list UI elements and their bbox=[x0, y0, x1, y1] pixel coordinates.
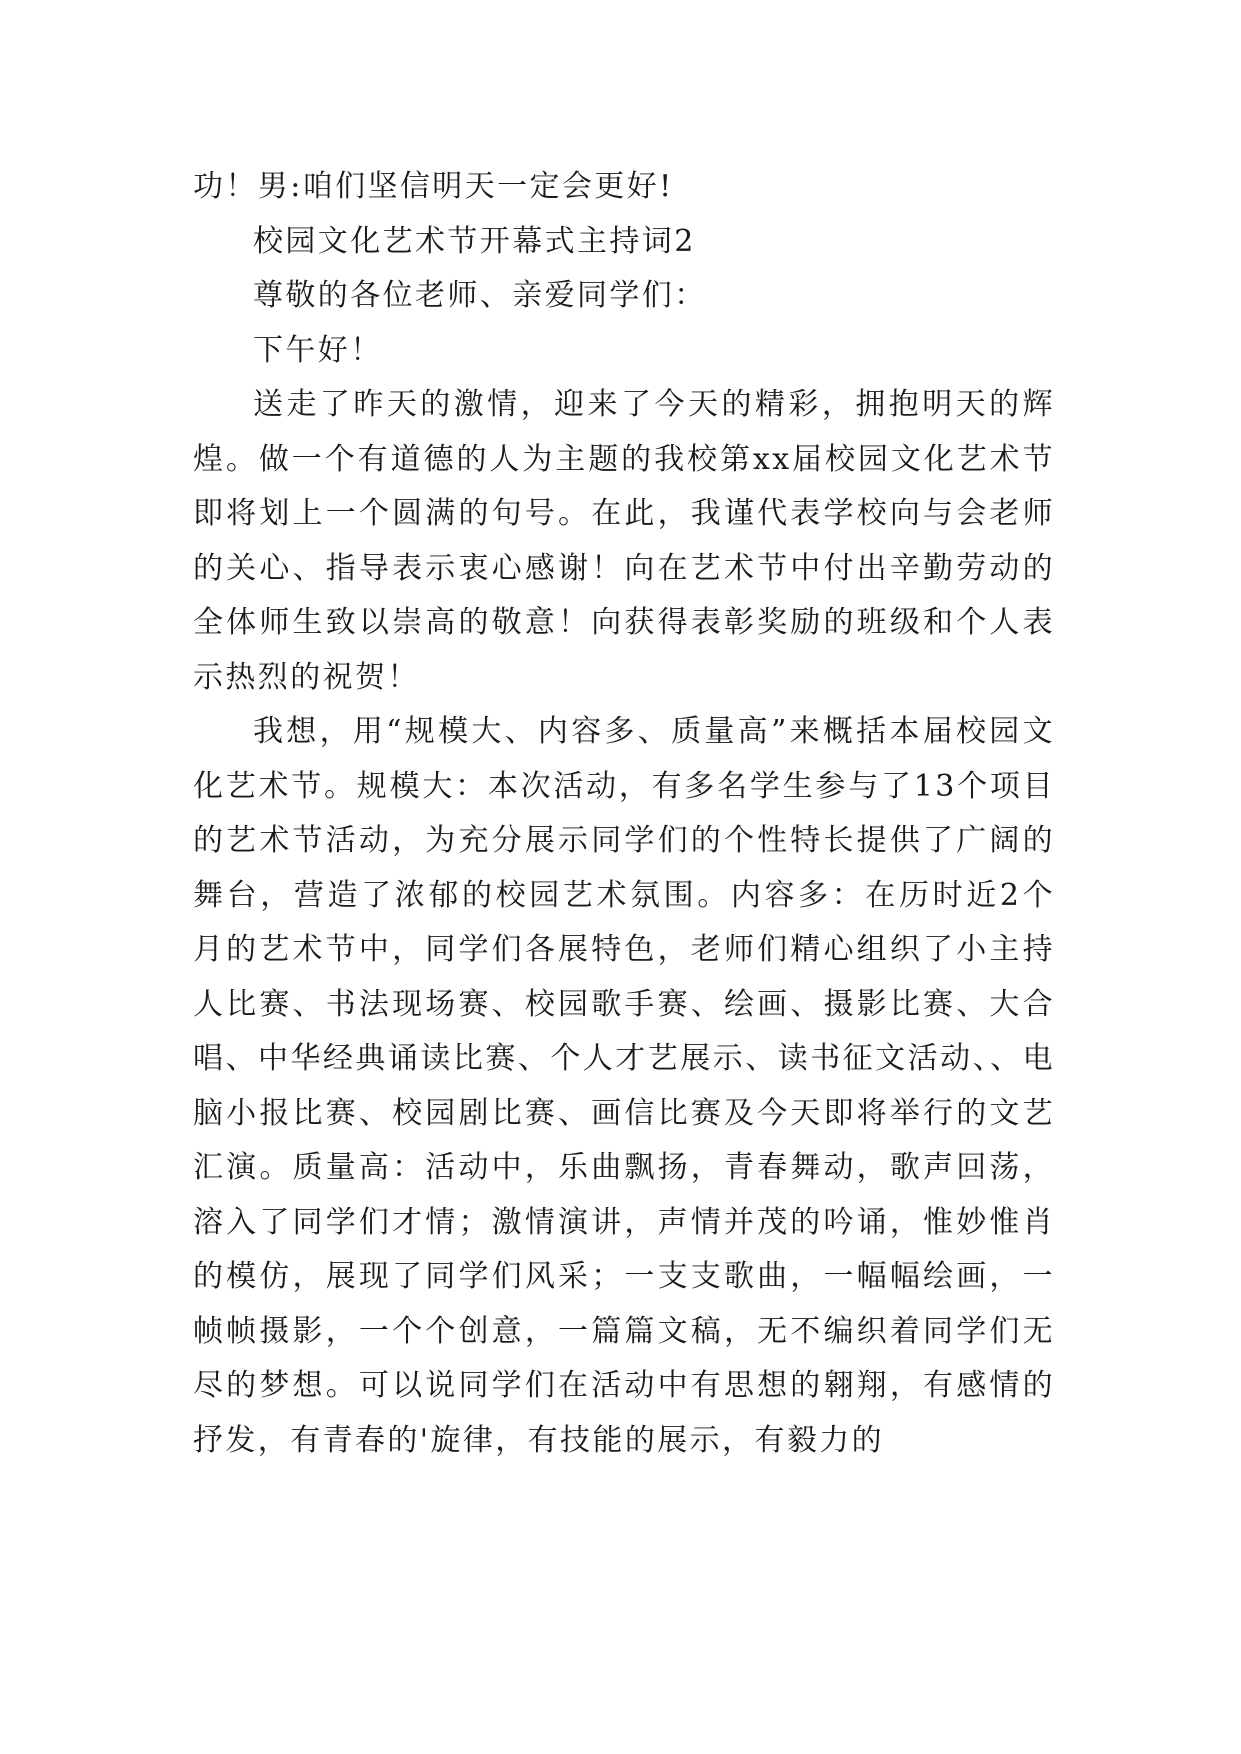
document-body bbox=[193, 160, 1055, 1468]
paragraph-salutation: 尊敬的各位老师、亲爱同学们： bbox=[253, 278, 707, 313]
paragraph-greeting: 下午好！ bbox=[253, 332, 383, 368]
paragraph-title: 校园文化艺术节开幕式主持词2 bbox=[253, 223, 696, 259]
paragraph-summary: 我想，用“规模大、内容多、质量高”来概括本届校园文化艺术节。规模大：本次活动，有多名学生参与了13个项目的艺术节活动，为充分展示同学们的个性特长提供了广阔的舞台，营造了浓郁的校园艺术氛围。内容多：在历时近2个月的艺术节中，同学们各展特色，老师们精心组织了小主持人比赛、书法现场赛、校园歌手赛、绘画、摄影比赛、大合唱、中华经典诵读比赛、个人才艺展示、读书征文活动、、电脑小报比赛、校园剧比赛、画信比赛及今天即将举行的文艺汇演。质量高：活动中，乐曲飘扬，青春舞动，歌声回荡，溶入了同学们才情；激情演讲，声情并茂的吟诵，惟妙惟肖的模仿，展现了同学们风采；一支支歌曲，一幅幅绘画，一帧帧摄影，一个个创意，一篇篇文稿，无不编织着同学们无尽的梦想。可以说同学们在活动中有思想的翱翔，有感情的抒发，有青春的'旋律，有技能的展示，有毅力的 bbox=[193, 714, 1055, 1458]
paragraph-closing-line: 功！男:咱们坚信明天一定会更好! bbox=[193, 169, 674, 204]
paragraph-opening: 送走了昨天的激情，迎来了今天的精彩，拥抱明天的辉煌。做一个有道德的人为主题的我校第xx届校园文化艺术节即将划上一个圆满的句号。在此，我谨代表学校向与会老师的关心、指导表示衷心感谢！向在艺术节中付出辛勤劳动的全体师生致以崇高的敬意！向获得表彰奖励的班级和个人表示热烈的祝贺！ bbox=[193, 387, 1055, 695]
